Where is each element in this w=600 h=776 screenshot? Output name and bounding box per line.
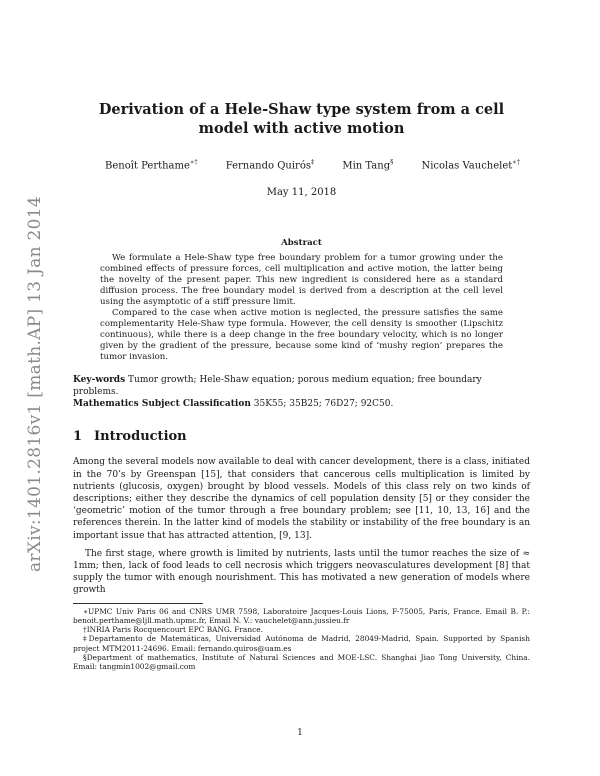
- keywords-label: Key-words: [73, 375, 126, 386]
- author: Min Tang§: [342, 158, 394, 172]
- keywords: [73, 374, 530, 410]
- paper-title: Derivation of a Hele-Shaw type system from a cell model with active motion: [98, 101, 505, 137]
- footnote: †INRIA Paris Rocquencourt EPC BANG. France.: [83, 625, 263, 635]
- author-list: [105, 158, 520, 171]
- footnote: §Department of mathematics, Institute of Natural Sciences and MOE-LSC. Shanghai Jiao Tong University, China. Email: tangmin1002@gmail.com: [73, 653, 530, 672]
- msc-text: 35K55; 35B25; 76D27; 92C50.: [253, 399, 394, 410]
- footnote: ‡Departamento de Matemáticas, Universidad Autónoma de Madrid, 28049-Madrid, Spain. Supported by Spanish project MTM2011-24696. Email: fernando.quiros@uam.es: [73, 634, 530, 653]
- page-number: 1: [297, 728, 303, 738]
- footnotes: [73, 607, 530, 672]
- arxiv-stamp: arXiv:1401.2816v1 [math.AP] 13 Jan 2014: [25, 195, 45, 572]
- abstract-heading: Abstract: [281, 238, 322, 249]
- body-paragraph: Among the several models now available to deal with cancer development, there is a class, initiated in the 70’s by Greenspan [15], that considers that cancerous cells multiplication is limited by nutrients (glucosis, oxygen) brought by blood vessels. Models of this class rely on two kinds of descriptions; either they describe the dynamics of cell population density [5] or they consider the ‘geometric’ motion of the tumor through a free boundary problem; see [11, 10, 13, 16] and the references therein. In the latter kind of models the stability or instability of the free boundary is an important issue that has attracted attention, [9, 13].: [73, 457, 530, 541]
- abstract-paragraph: Compared to the case when active motion is neglected, the pressure satisfies the same complementarity Hele-Shaw type formula. However, the cell density is smoother (Lipschitz continuous), while there is a deep change in the free boundary velocity, which is no longer given by the gradient of the pressure, because some kind of ‘mushy region’ prepares the tumor invasion.: [100, 308, 503, 363]
- body-paragraph: The first stage, where growth is limited by nutrients, lasts until the tumor reaches the size of ≈ 1mm; then, lack of food leads to cell necrosis which triggers neovasculatures development [8] that supply the tumor with enough nourishment. This has motivated a new generation of models where growth: [73, 548, 530, 596]
- abstract-paragraph: We formulate a Hele-Shaw type free boundary problem for a tumor growing under the combined effects of pressure forces, cell multiplication and active motion, the latter being the novelty of the present paper. This new ingredient is considered here as a standard diffusion process. The free boundary model is derived from a description at the cell level using the asymptotic of a stiff pressure limit.: [100, 253, 503, 308]
- page: [73, 0, 530, 672]
- author: Benoît Perthame∗†: [105, 158, 198, 172]
- msc-label: Mathematics Subject Classification: [73, 399, 251, 410]
- author: Fernando Quirós‡: [225, 158, 315, 172]
- body-text: [73, 456, 530, 596]
- abstract: [100, 238, 503, 363]
- footnote-rule: [73, 603, 203, 604]
- footnote: ∗UPMC Univ Paris 06 and CNRS UMR 7598, Laboratoire Jacques-Louis Lions, F-75005, Paris, France. Email B. P.: benoit.perthame@ljll.math.upmc.fr, Email N. V.: vauchelet@ann.jussieu.fr: [73, 606, 530, 625]
- section-heading: 1 Introduction: [73, 429, 187, 445]
- paper-date: May 11, 2018: [266, 187, 337, 199]
- author: Nicolas Vauchelet∗†: [421, 158, 520, 172]
- keywords-text: Tumor growth; Hele-Shaw equation; porous medium equation; free boundary problems.: [73, 375, 482, 398]
